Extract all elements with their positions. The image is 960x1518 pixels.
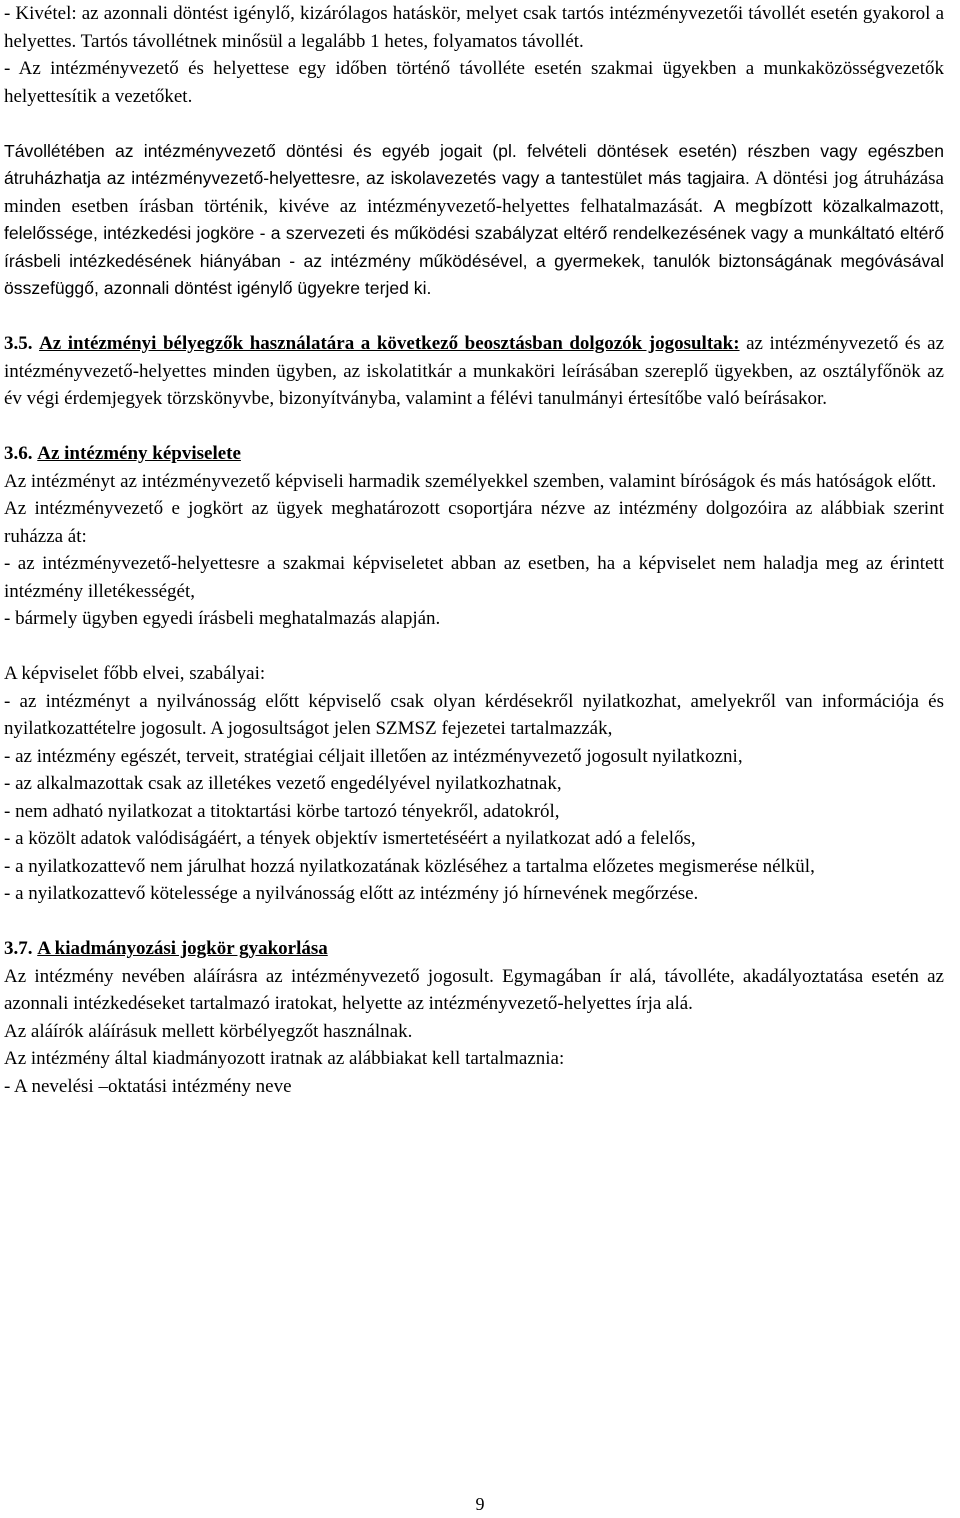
section-3-5-heading: Az intézményi bélyegzők használatára a következő beosztásban dolgozók jogosultak: [39,333,740,354]
representation-paragraph-2: Az intézményvezető e jogkört az ügyek meghatározott csoportjára nézve az intézmény dolgozóira az alábbiak szerint ruházza át: [4,498,944,547]
section-3-6-number: 3.6. [4,443,33,464]
signing-paragraph-4: - A nevelési –oktatási intézmény neve [4,1075,292,1097]
section-3-7-number: 3.7. [4,938,33,959]
section-3-7-title [4,935,944,963]
section-3-5 [4,330,944,413]
spacer [4,110,944,138]
representation-paragraph-1: Az intézményt az intézményvezető képviseli harmadik személyekkel szemben, valamint bíróságok és más hatóságok előtt. [4,470,937,492]
exception-paragraph: - Kivétel: az azonnali döntést igénylő, kizárólagos hatáskör, melyet csak tartós intézményvezetői távollét esetén gyakorol a helyettes. Tartós távollétnek minősül a legalább 1 hetes, folyamatos távollét. [4,3,944,52]
document-page [4,0,944,1100]
spacer [4,633,944,661]
delegation-paragraph [4,138,944,303]
principle-item: - a nyilatkozattevő nem járulhat hozzá nyilatkozatának közléséhez a tartalma előzetes megismerése nélkül, [4,855,815,877]
section-3-5-number: 3.5. [4,333,33,354]
delegation-serif-text: A döntési jog átruházása minden esetben írásban történik, kivéve az intézményvezető-helyettes felhatalmazását. [4,168,944,217]
principle-item: - az intézményt a nyilvánosság előtt képviselő csak olyan kérdésekről nyilatkozhat, amelyekről van információja és nyilatkozattételre jogosult. A jogosultságot jelen SZMSZ fejezetei tartalmazzák, [4,690,944,739]
representation-item-2: - bármely ügyben egyedi írásbeli meghatalmazás alapján. [4,608,441,629]
principle-item: - a nyilatkozattevő kötelessége a nyilvánosság előtt az intézmény jó hírnevének megőrzése. [4,883,699,904]
signing-paragraph-3: Az intézmény által kiadmányozott iratnak az alábbiakat kell tartalmaznia: [4,1048,565,1069]
principles-title: A képviselet főbb elvei, szabályai: [4,663,266,684]
principle-item: - az alkalmazottak csak az illetékes vezető engedélyével nyilatkozhatnak, [4,773,562,794]
signing-paragraph-1: Az intézmény nevében aláírásra az intézményvezető jogosult. Egymagában ír alá, távolléte, akadályoztatása esetén az azonnali intézkedéseket tartalmazó iratokat, helyette az intézményvezető-helyettes írja alá. [4,965,944,1014]
delegation-sans-text: Távollétében az intézményvezető döntési és egyéb jogait (pl. felvételi döntések esetén) részben vagy egészben átruházhatja az intézményvezető-helyettesre, az iskolavezetés vagy a tantestület más tagjaira. [4,140,944,188]
representation-item-1: - az intézményvezető-helyettesre a szakmai képviseletet abban az esetben, ha a képviselet nem haladja meg az érintett intézmény illetékességét, [4,553,944,602]
page-number: 9 [475,1494,485,1514]
spacer [4,908,944,936]
section-3-6-title [4,440,944,468]
signing-paragraph-2: Az aláírók aláírásuk mellett körbélyegzőt használnak. [4,1020,413,1042]
principle-item: - az intézmény egészét, terveit, stratégiai céljait illetően az intézményvezető jogosult nyilatkozni, [4,745,743,767]
principle-item: - nem adható nyilatkozat a titoktartási körbe tartozó tényekről, adatokról, [4,800,560,822]
principle-item: - a közölt adatok valódiságáért, a tények objektív ismertetéséért a nyilatkozat adó a felelős, [4,828,696,849]
absence-paragraph: - Az intézményvezető és helyettese egy időben történő távolléte esetén szakmai ügyekben a munkaközösségvezetők helyettesítik a vezetőket. [4,58,944,107]
section-3-5-body: az intézményvezető és az intézményvezető-helyettes minden ügyben, az iskolatitkár a munkaköri leírásában szereplő ügyekben, az osztályfőnök az év végi érdemjegyek törzskönyvbe, bizonyítványba, valamint a félévi tanulmányi értesítőbe való beírásakor. [4,333,945,409]
spacer [4,303,944,331]
section-3-7-heading: A kiadmányozási jogkör gyakorlása [37,938,328,959]
section-3-6-heading: Az intézmény képviselete [37,443,241,464]
spacer [4,413,944,441]
delegation-sans-text-2: A megbízott közalkalmazott, felelőssége, intézkedési jogköre - a szervezeti és működési szabályzat eltérő rendelkezésének vagy a munkáltató eltérő írásbeli intézkedésének hiányában - az intézmény működésével, a gyermekek, tanulók biztonságának megóvásával összefüggő, azonnali döntést igénylő ügyekre terjed ki. [4,195,945,298]
